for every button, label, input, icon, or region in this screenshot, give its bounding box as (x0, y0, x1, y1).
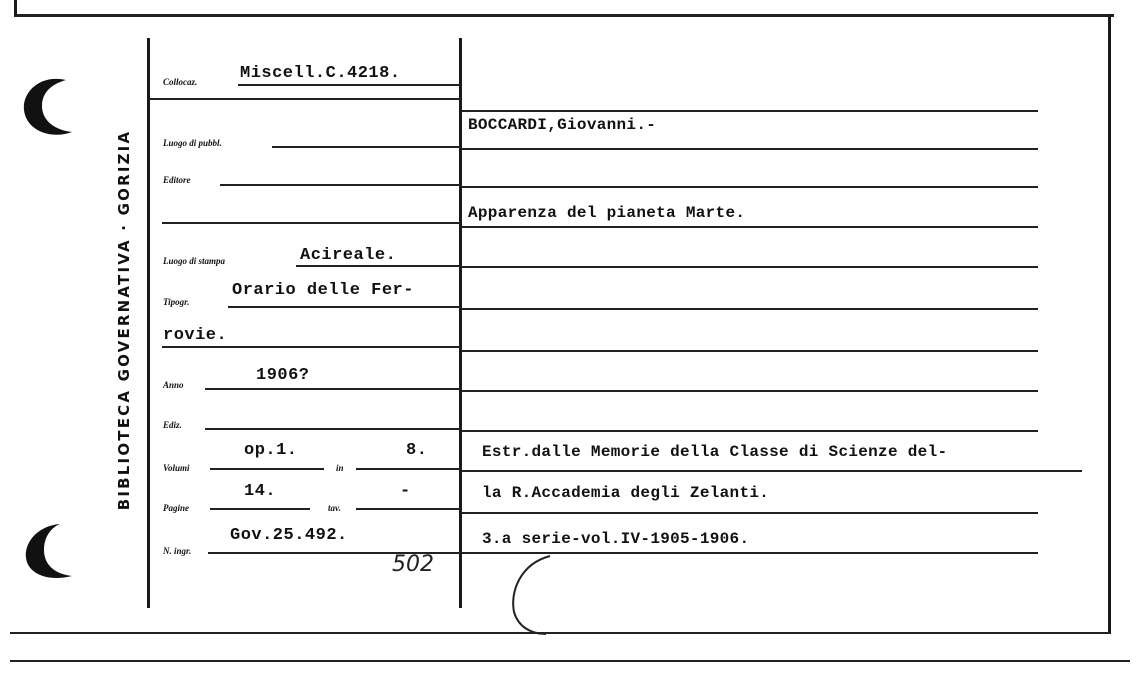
blank-underline (162, 222, 460, 224)
pagine-tav-value: - (400, 482, 411, 501)
volumi-in-label: in (336, 463, 344, 473)
note-line-1: Estr.dalle Memorie della Classe di Scienze del- (482, 443, 948, 461)
left-column-rule (147, 38, 150, 608)
edizione-label: Ediz. (163, 420, 182, 430)
right-row-rule-1 (462, 110, 1038, 112)
anno-label: Anno (163, 380, 184, 390)
note-line-3: 3.a serie-vol.IV-1905-1906. (482, 530, 750, 548)
tipografia-underline-1 (228, 306, 460, 308)
luogo-stampa-underline (296, 265, 460, 267)
volumi-in-value: 8. (406, 441, 428, 460)
tipografia-value-1: Orario delle Fer- (232, 281, 414, 300)
tipografia-value-2: rovie. (163, 326, 228, 345)
right-row-rule-6 (462, 308, 1038, 310)
anno-underline (205, 388, 460, 390)
luogo-stampa-label: Luogo di stampa (163, 256, 226, 266)
right-row-rule-8 (462, 390, 1038, 392)
middle-column-rule (459, 38, 462, 608)
edizione-underline (205, 428, 460, 430)
collocazione-value: Miscell.C.4218. (240, 64, 401, 83)
right-row-rule-2 (462, 148, 1038, 150)
luogo-pubbl-underline (272, 146, 460, 148)
volumi-label: Volumi (163, 463, 190, 473)
pagine-label: Pagine (163, 503, 189, 513)
right-row-rule-7 (462, 350, 1038, 352)
left-edge-tick (14, 0, 17, 16)
library-stamp-text: BIBLIOTECA GOVERNATIVA · GORIZIA (115, 129, 133, 511)
bottom-border (10, 632, 1110, 634)
right-row-rule-4 (462, 226, 1038, 228)
tipografia-underline-2 (162, 346, 460, 348)
volumi-value: op.1. (244, 441, 298, 460)
right-row-rule-10 (462, 470, 1082, 472)
n-ingr-value: Gov.25.492. (230, 526, 348, 545)
card-edge-line (10, 660, 1130, 662)
arc-mark-icon (506, 552, 556, 636)
pagine-underline (210, 508, 310, 510)
tipografia-label: Tipogr. (163, 297, 190, 307)
note-line-2: la R.Accademia degli Zelanti. (482, 484, 770, 502)
left-row-rule-1 (150, 98, 461, 100)
n-ingr-label: N. ingr. (163, 546, 192, 556)
title-value: Apparenza del pianeta Marte. (468, 204, 746, 222)
right-row-rule-5 (462, 266, 1038, 268)
pagine-tav-underline (356, 508, 460, 510)
luogo-stampa-value: Acireale. (300, 246, 397, 265)
collocazione-underline (238, 84, 460, 86)
editore-label: Editore (163, 175, 191, 185)
editore-underline (220, 184, 460, 186)
punch-hole-bottom-icon (20, 518, 80, 584)
pagine-value: 14. (244, 482, 277, 501)
handwritten-number: 502 (392, 552, 434, 577)
punch-hole-top-icon (20, 72, 80, 142)
right-row-rule-3 (462, 186, 1038, 188)
luogo-pubbl-label: Luogo di pubbl. (163, 138, 222, 148)
collocazione-label: Collocaz. (163, 77, 198, 87)
anno-value: 1906? (256, 366, 310, 385)
top-border (14, 14, 1114, 17)
library-stamp (113, 70, 135, 570)
right-row-rule-11 (462, 512, 1038, 514)
pagine-tav-label: tav. (328, 503, 341, 513)
right-row-rule-9 (462, 430, 1038, 432)
volumi-underline (210, 468, 324, 470)
author-value: BOCCARDI,Giovanni.- (468, 116, 657, 134)
volumi-in-underline (356, 468, 460, 470)
right-border (1108, 14, 1111, 634)
